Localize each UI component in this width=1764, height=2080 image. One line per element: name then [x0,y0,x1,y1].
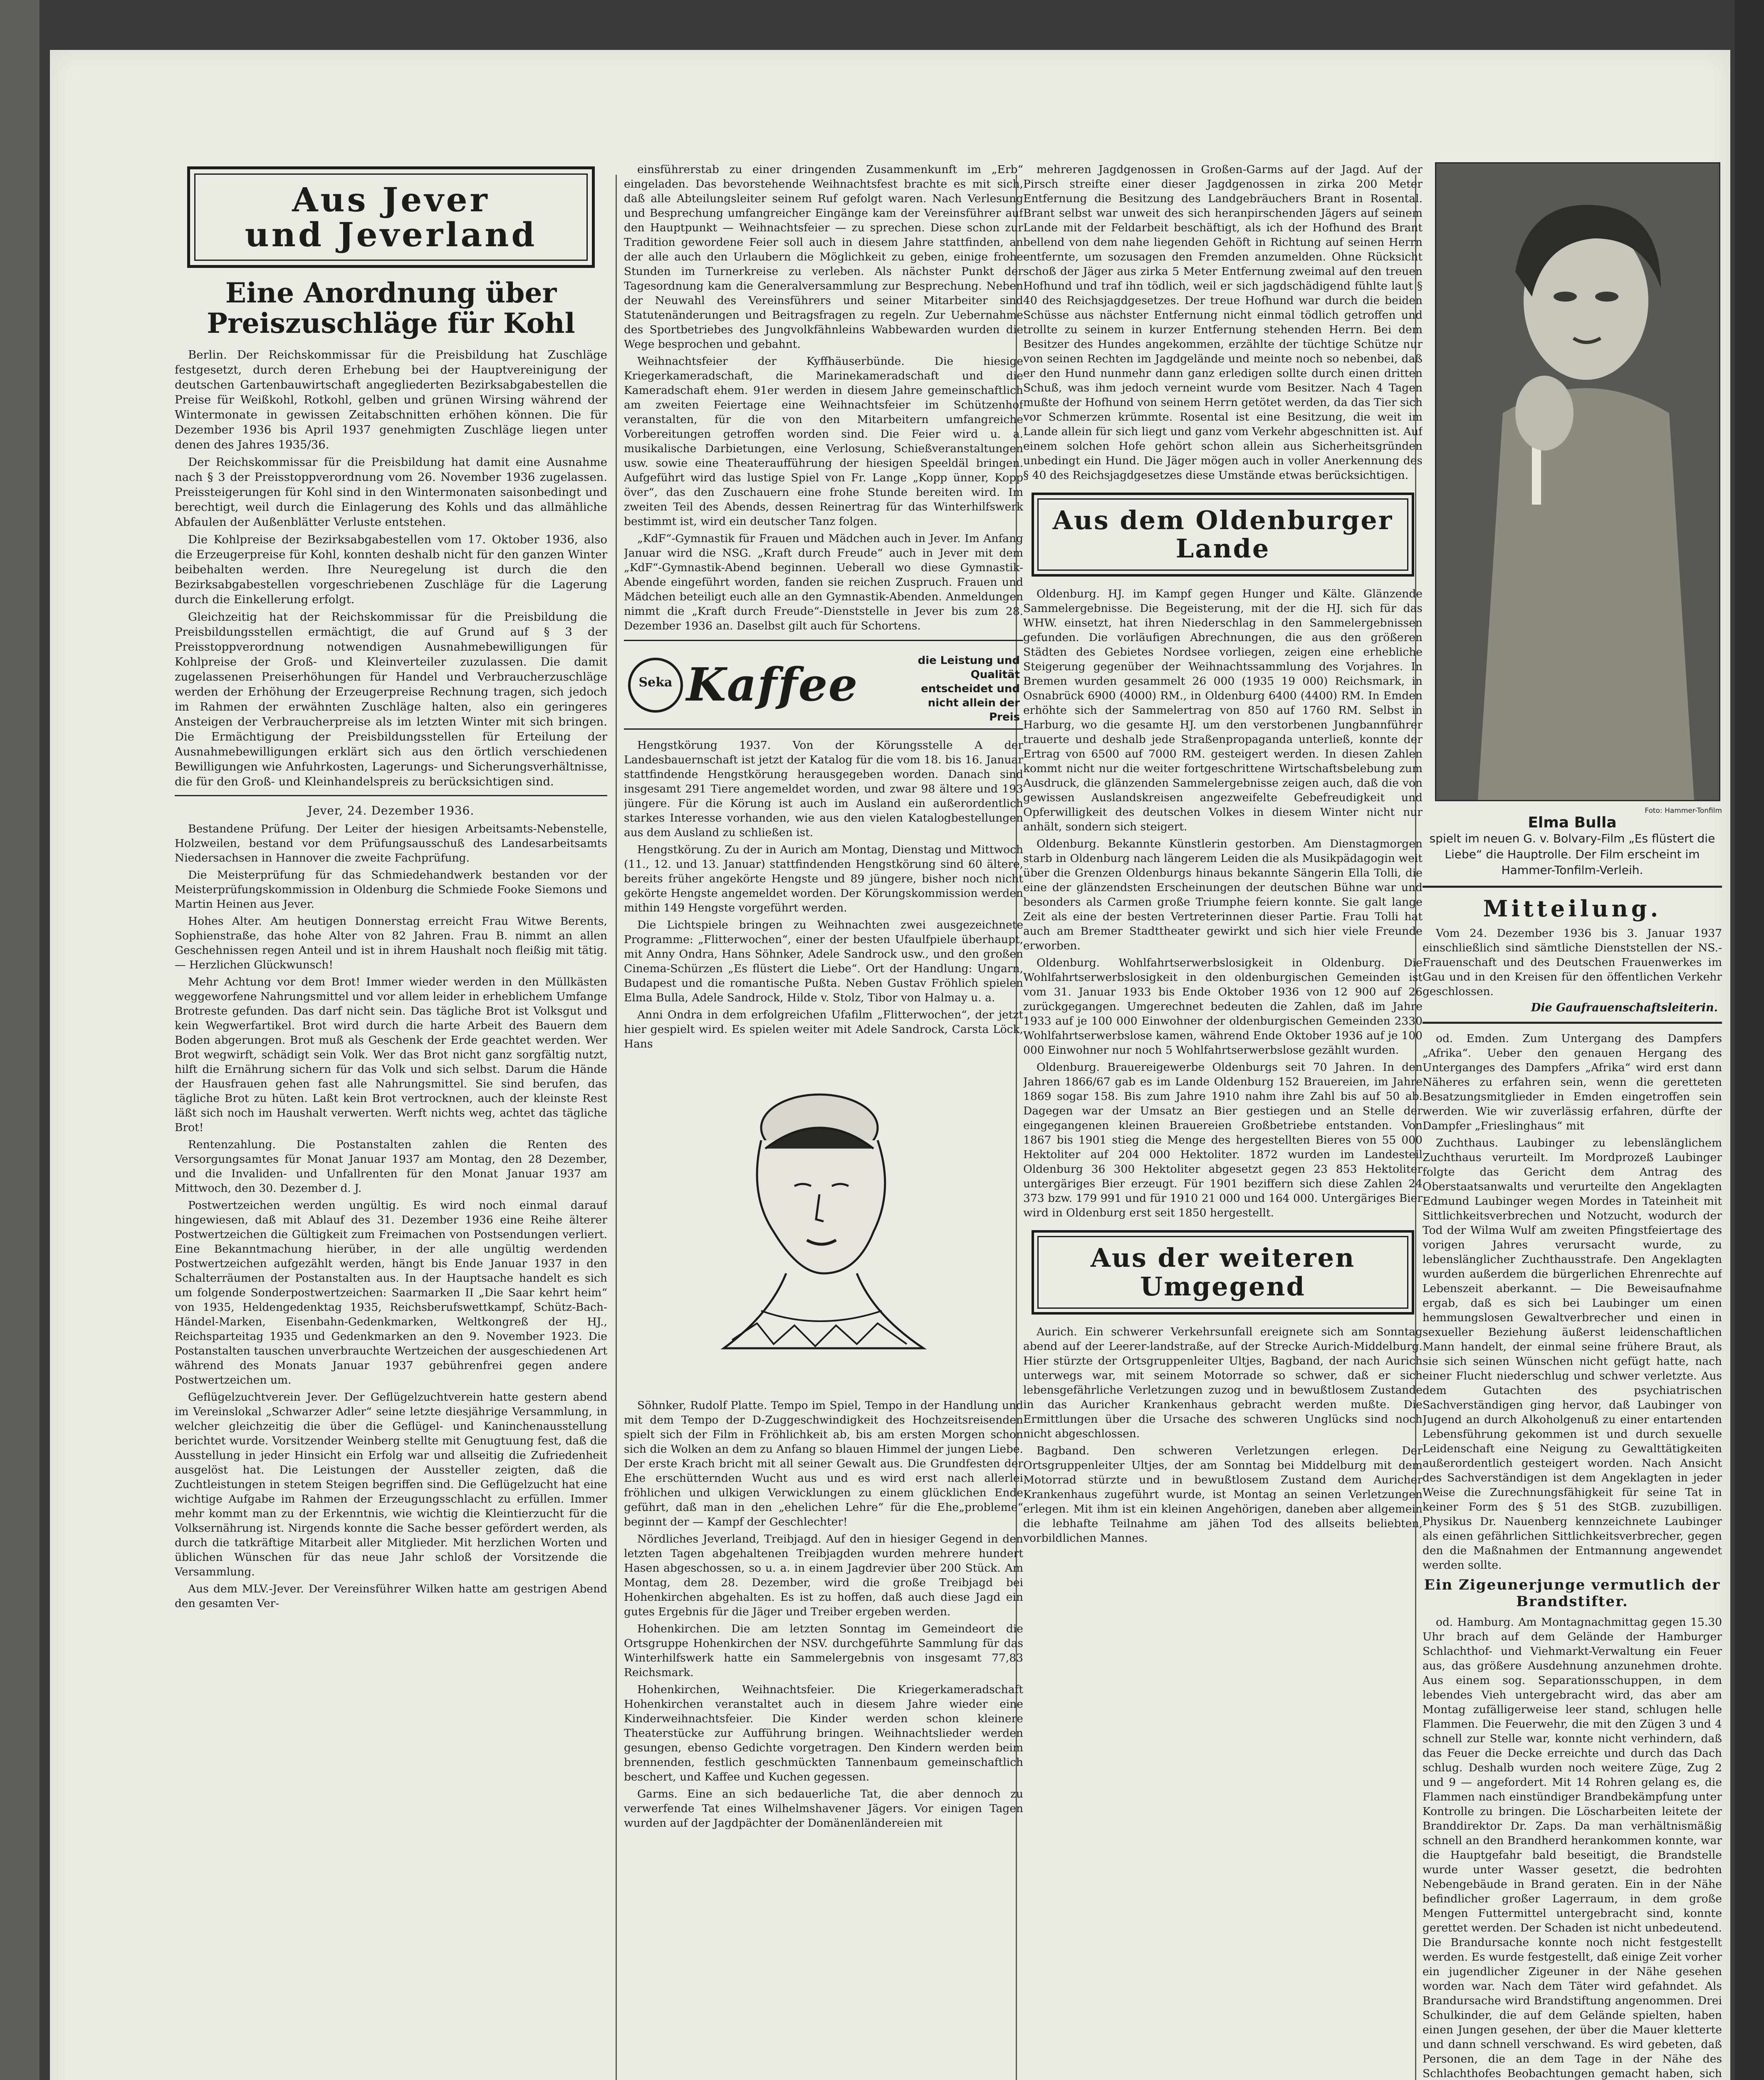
regional-news-item: Oldenburg. HJ. im Kampf gegen Hunger und Kälte. Glänzende Sammelergebnisse. Die Begeisterung, mit der die HJ. sich für das WHW. einsetzt, hat ihren Niederschlag in den Sammelergebnissen gefunden. Die vorläufigen Abrechnungen, die aus den größeren Städten des Gebietes Nordsee vorliegen, zeigen eine erhebliche Steigerung gegenüber der Weihnachtssammlung des Vorjahres. In Bremen wurden gesammelt 26 000 (1935 19 000) Reichsmark, in Osnabrück 6900 (4000) RM., in Oldenburg 6400 (4400) RM. In Emden erhöhte sich der Sammelertrag von 850 auf 1760 RM. Selbst in Harburg, wo die gesamte HJ. um den verstorbenen Jungbannführer trauerte und deshalb jede Straßenpropaganda unterließ, konnte der Ertrag von 6500 auf 7000 RM. gesteigert werden. In diesen Zahlen kommt nicht nur die weiter fortgeschrittene Wirtschaftsbelebung zum Ausdruck, die glänzenden Sammelergebnisse zeigen auch, daß die von gewissen Auslandskreisen angezweifelte Gebefreudigkeit und Opferwilligkeit des deutschen Volkes in diesem Winter nicht nur anhält, sondern sich steigert. [1023,587,1423,834]
notice-signature: Die Gaufrauenschaftsleiterin. [1531,1001,1718,1014]
local-news-item: mehreren Jagdgenossen in Großen-Garms auf der Jagd. Auf der Pirsch streifte einer dieser Jagdgenossen in zirka 200 Meter Entfernung die Besitzung des Landgebräuchers Brant in Rosental. Brant selbst war unweit des sich heranpirschenden Jägers auf seinem Lande mit der Feldarbeit beschäftigt, als ich der Hofhund des Brant bellend von dem nahe liegenden Gehöft in Richtung auf seinen Herrn entfernte, um sozusagen den Fremden anzumelden. Ohne Rücksicht schoß der Jäger aus zirka 5 Meter Entfernung zweimal auf den treuen Hofhund und traf ihn tödlich, weil er sich jagdschädigend fühlte laut § 40 des Reichsjagdgesetzes. Der treue Hofhund war durch die beiden Schüsse aus nächster Entfernung nicht einmal tödlich getroffen und trollte zu seinem in kurzer Entfernung stehenden Herrn. Bei dem Besitzer des Hundes angekommen, erzählte der tüchtige Schütze nur von seinen Rechten im Jagdgelände und meinte noch so nebenbei, daß er den Hund nunmehr dann ganz erledigen sollte durch einen dritten Schuß, was ihm jedoch verneint wurde vom Besitzer. Nach 4 Tagen mußte der Hofhund von seinem Herrn getötet werden, da das Tier sich vor Schmerzen krümmte. Rosental ist eine Besitzung, die weit im Lande allein für sich liegt und ganz vom Verkehr abgeschnitten ist. Auf einem solchen Hofe gehört schon allein aus Sicherheitsgründen unbedingt ein Hund. Die Jäger mögen auch in voller Anerkennung des § 40 des Reichsjagdgesetzes diese Umstände etwas berücksichtigen. [1023,163,1423,482]
divider [175,795,607,796]
notice-text: Vom 24. Dezember 1936 bis 3. Januar 1937 einschließlich sind sämtliche Dienststellen der NS.-Frauenschaft und des Deutschen Frauenwerkes im Gau und in den Kreisen für den öffentlichen Verkehr geschlossen. [1423,927,1722,998]
local-news-item: Geflügelzuchtverein Jever. Der Geflügelzuchtverein hatte gestern abend im Vereinslokal „Schwarzer Adler“ seine letzte diesjährige Versammlung, in welcher gleichzeitig die über die Geflügel- und Kaninchenausstellung berichtet wurde. Vorsitzender Weinberg stellte mit Genugtuung fest, daß die Ausstellung in jeder Hinsicht ein Erfolg war und allseitig die Zufriedenheit ausgelöst hat. Die Leistungen der Aussteller zeigten, daß die Zuchtleistungen in stetem Steigen begriffen sind. Die Geflügelzucht hat eine wichtige Aufgabe im Rahmen der Erzeugungsschlacht zu erfüllen. Immer mehr kommt man zu der Erkenntnis, wie wichtig die Kleintierzucht für die Volksernährung ist. Nirgends konnte die Sache besser gefördert werden, als durch die tatkräftige Mitarbeit aller Mitglieder. Mit herzlichen Worten und üblichen Wünschen für das neue Jahr schloß der Vorsitzende die Versammlung. [175,1391,607,1579]
local-news-item: Hohenkirchen, Weihnachtsfeier. Die Kriegerkameradschaft Hohenkirchen veranstaltet auch in diesem Jahre wieder eine Kinderweihnachtsfeier. Die Kinder werden schon kleinere Theaterstücke zur Aufführung bringen. Weihnachtslieder werden gesungen, ebenso Gedichte vorgetragen. Den Kindern werden beim brennenden, festlich geschmückten Tannenbaum gemeinschaftlich beschert, und Kaffee und Kuchen gegessen. [624,1683,1023,1783]
article-paragraph: Der Reichskommissar für die Preisbildung hat damit eine Ausnahme nach § 3 der Preisstoppverordnung vom 26. November 1936 zugelassen. Preissteigerungen für Kohl sind in den Wintermonaten saisonbedingt und berechtigt, weil durch die Einlagerung des Kohls und das allmähliche Abfaulen der Außenblätter Verluste entstehen. [175,456,607,529]
local-news-item: Hohes Alter. Am heutigen Donnerstag erreicht Frau Witwe Berents, Sophienstraße, das hohe Alter von 82 Jahren. Frau B. nimmt an allen Geschehnissen regen Anteil und ist in ihrem Haushalt noch fleißig mit tätig. — Herzlichen Glückwunsch! [175,915,607,972]
regional-news-item: Aurich. Ein schwerer Verkehrsunfall ereignete sich am Sonntag abend auf der Leerer-landstraße, auf der Strecke Aurich-Middelburg. Hier stürzte der Ortsgruppenleiter Ultjes, Bagband, der nach Aurich unterwegs war, mit seinem Motorrade so schwer, daß er sich lebensgefährliche Verletzungen zuzog und in bewußtlosem Zustande in das Auricher Krankenhaus gebracht werden mußte. Die Ermittlungen über die Ursache des schweren Unglücks sind noch nicht abgeschlossen. [1023,1325,1423,1440]
regional-news-item: Oldenburg. Brauereigewerbe Oldenburgs seit 70 Jahren. In den Jahren 1866/67 gab es im Lande Oldenburg 152 Brauereien, im Jahre 1869 sogar 158. Bis zum Jahre 1910 nahm ihre Zahl bis auf 50 ab. Dagegen war der Umsatz an Bier gestiegen und an Stelle der eingegangenen kleinen Brauereien Großbetriebe entstanden. Von 1867 bis 1901 stieg die Menge des hergestellten Bieres von 55 000 Hektoliter auf 204 000 Hektoliter. 1872 wurden im Landesteil Oldenburg 36 300 Hektoliter abgesetzt gegen 23 853 Hektoliter untergäriges Bier erzeugt. Für 1901 beziffern sich diese Zahlen 24 373 bzw. 179 991 und für 1910 21 000 und 164 000. Untergäriges Bier wird in Oldenburg erst seit 1850 hergestellt. [1023,1061,1423,1220]
column-2 [624,162,1023,2080]
section-title: Aus dem Oldenburger Lande [1037,498,1408,571]
local-news-item: Postwertzeichen werden ungültig. Es wird noch einmal darauf hingewiesen, daß mit Ablauf des 31. Dezember 1936 eine Reihe älterer Postwertzeichen die Gültigkeit zum Freimachen von Postsendungen verliert. Eine Bekanntmachung hierüber, in der alle ungültig werdenden Postwertzeichen aufgezählt werden, hängt bis Ende Januar 1937 in den Schalterräumen der Postanstalten aus. In der Hauptsache handelt es sich um folgende Sonderpostwertzeichen: Saarmarken II „Die Saar kehrt heim“ von 1935, Heldengedenktag 1935, Reichsberufswettkampf, Schütz-Bach-Händel-Marken, Eisenbahn-Gedenkmarken, Weltkongreß der HJ., Reichsparteitag 1935 und Gedenkmarken an den 9. November 1923. Die Postanstalten tauschen unverbrauchte Wertzeichen der ausgeschiedenen Art während des Monats Januar 1937 gebührenfrei gegen andere Postwertzeichen um. [175,1199,607,1387]
news-item: od. Emden. Zum Untergang des Dampfers „Afrika“. Ueber den genauen Hergang des Unterganges des Dampfers „Afrika“ wird erst dann Näheres zu erfahren sein, wenn die geretteten Besatzungsmitglieder in Emden eingetroffen sein werden. Wie wir zuverlässig erfahren, dürfte der Dampfer „Frieslinghaus“ mit [1423,1032,1722,1132]
article-headline: Eine Anordnung über Preiszuschläge für Kohl [207,277,575,339]
local-news-item: Söhnker, Rudolf Platte. Tempo im Spiel, Tempo in der Handlung und mit dem Tempo der D-Zuggeschwindigkeit des Hochzeitsreisenden spielt sich der Film in Fröhlichkeit ab, bis am ersten Morgen schon sich die Wolken an dem zu Anfang so blauen Himmel der jungen Liebe. Der erste Krach bricht mit all seiner Gewalt aus. Die Grundfesten der Ehe erschütternden Wucht aus und es wird erst nach allerlei fröhlichen und ulkigen Verwicklungen zu einem glücklichen Ende geführt, daß man in den „ehelichen Lehre“ für die Ehe„probleme“ beginnt der — Kampf der Geschlechter! [624,1399,1023,1528]
regional-news-item: Bagband. Den schweren Verletzungen erlegen. Der Ortsgruppenleiter Ultjes, der am Sonntag bei Middelburg mit dem Motorrad stürzte und in bewußtlosem Zustand dem Auricher Krankenhaus zugeführt wurde, ist Montag an seinen Verletzungen erlegen. Mit ihm ist ein kleinen Angehörigen, daneben aber allgemein die lebhafte Teilnahme am jähen Tod des allseits beliebten, vorbildlichen Mannes. [1023,1444,1423,1545]
local-news-item: Mehr Achtung vor dem Brot! Immer wieder werden in den Müllkästen weggeworfene Nahrungsmittel und vor allem leider in erheblichem Umfange Brotreste gefunden. Das darf nicht sein. Das tägliche Brot ist Volksgut und kein Wegwerfartikel. Brot wird durch die harte Arbeit des Bauern dem Boden abgerungen. Brot muß als Geschenk der Erde geachtet werden. Wer Brot wegwirft, schädigt sein Volk. Wer das Brot nicht ganz sorgfältig nutzt, hilft die Ernährung sichern für das Volk und sich selbst. Darum die Hände der Hausfrauen gehen fast alle Nahrungsmittel. Sie sind berufen, das tägliche Brot zu hüten. Laßt kein Brot vertrocknen, auch der kleinste Rest läßt sich noch im Haushalt verwerten. Werft nichts weg, achtet das tägliche Brot! [175,976,607,1134]
article-paragraph: Berlin. Der Reichskommissar für die Preisbildung hat Zuschläge festgesetzt, durch deren Erhebung bei der Hauptvereinigung der deutschen Gartenbauwirtschaft angegliederten Bezirksabgabestellen die Preise für Weißkohl, Rotkohl, gelben und grünen Wirsing während der Wintermonate in gewissen Zeitabschnitten erhöhen können. Die für Dezember 1936 bis April 1937 genehmigten Zuschläge liegen unter denen des Jahres 1935/36. [175,348,607,452]
ad-tagline: die Leistung und Qualität entscheidet und nicht allein der Preis [918,654,1020,723]
masthead-box [187,166,595,268]
regional-news-item: Oldenburg. Bekannte Künstlerin gestorben. Am Dienstagmorgen starb in Oldenburg nach längerem Leiden die als Musikpädagogin weit über die Grenzen Oldenburgs hinaus bekannte Sängerin Ella Tolli, die eine der glänzendsten Erscheinungen der deutschen Bühne war und besonders als Carmen große Triumphe feiern konnte. Sie galt lange Zeit als eine der besten Vertreterinnen dieser Partie. Frau Tolli hat auch am Bremer Stadttheater gewirkt und sich hier viele Freunde erworben. [1023,837,1423,953]
coffee-advertisement [624,640,1023,730]
divider [1423,1022,1722,1024]
dateline: Jever, 24. Dezember 1936. [307,804,475,818]
column-1 [175,162,607,2080]
photo-credit: Foto: Hammer-Tonfilm [1645,807,1722,815]
article-paragraph: Gleichzeitig hat der Reichskommissar für die Preisbildung die Preisbildungsstellen ermächtigt, die auf Grund auf § 3 der Preisstoppverordnung notwendigen Ausnahmebewilligungen für Kohlpreise der Groß- und Kleinverteiler zuzulassen. Die damit zugelassenen Preiserhöhungen für Handel und Verbraucherzuschläge werden der Erhöhung der Erzeugerpreise Rechnung tragen, sich jedoch im Rahmen der erwähnten Zuschläge halten, also ein geringeres Ansteigen der Verbraucherpreise als im letzten Winter mit sich bringen. Die Ermächtigung der Preisbildungsstellen für Erteilung der Ausnahmebewilligungen erklärt sich aus den örtlich verschiedenen Bewilligungen wie Anfuhrkosten, Lagerungs- und Sicherungsverhältnisse, die für den Groß- und Kleinhandelspreis zu berücksichtigen sind. [175,610,607,789]
column-rule [616,175,617,2080]
photo-block [1423,162,1722,805]
section-header-box [1032,1230,1414,1314]
local-news-item: Hengstkörung. Zu der in Aurich am Montag, Dienstag und Mittwoch (11., 12. und 13. Januar) stattfindenden Hengstkörung sind 60 ältere, bereits früher angekörte Hengste und 89 jüngere, bisher noch nicht gekörte Hengste angemeldet worden. Der Körungskommission werden mithin 149 Hengste vorgeführt werden. [624,843,1023,914]
scan-margin-right [1735,0,1764,2080]
masthead-title [194,173,588,261]
photo-name: Elma Bulla [1528,814,1617,831]
local-news-item: einsführerstab zu einer dringenden Zusammenkunft im „Erb“ eingeladen. Das bevorstehende Weihnachtsfest brachte es mit sich, daß alle Abteilungsleiter seinem Ruf gefolgt waren. Nach Verlesung und Besprechung umfangreicher Eingänge kam der Vereinsführer auf den Hauptpunkt — Weihnachtsfeier — zu sprechen. Diese schon zur Tradition gewordene Feier soll auch in diesem Jahre stattfinden, an der alle auch den Urlaubern die Möglichkeit zu geben, einige frohe Stunden im Turnerkreise zu verleben. Als nächster Punkt der Tagesordnung kam die Generalversammlung zur Besprechung. Neben der Neuwahl des Vereinsführers und seiner Mitarbeiter sind Statutenänderungen und Beitragsfragen zu regeln. Zur Uebernahme des Sportbetriebes des Jungvolkfähnleins Wabbewarden wurden die Wege besprochen und gebahnt. [624,163,1023,351]
local-news-item: Nördliches Jeverland, Treibjagd. Auf den in hiesiger Gegend in den letzten Tagen abgehaltenen Treibjagden wurden mehrere hundert Hasen abgeschossen, so u. a. in einem Jagdrevier über 200 Stück. Am Montag, dem 28. Dezember, wird die große Treibjagd bei Hohenkirchen abgehalten. Es ist zu hoffen, daß auch diese Jagd ein gutes Ergebnis für die Jäger und Treiber ergeben werden. [624,1533,1023,1618]
actress-illustration [624,1057,1023,1390]
masthead-line-1: Aus Jever [292,180,490,219]
article-paragraph: Die Kohlpreise der Bezirksabgabestellen vom 17. Oktober 1936, also die Erzeugerpreise für Kohl, konnten deshalb nicht für den ganzen Winter beibehalten werden. Ihre Neuregelung ist durch die den Bezirksabgabestellen vorgeschriebenen Zuschläge für die Lagerung durch die Einkellerung erfolgt. [175,533,607,607]
actress-photo [1435,162,1720,801]
woman-portrait-drawing [624,1057,1023,1390]
masthead-line-2: und Jeverland [245,215,537,254]
local-news-item: Rentenzahlung. Die Postanstalten zahlen die Renten des Versorgungsamtes für Monat Januar 1937 am Montag, den 28 Dezember, und die Invaliden- und Unfallrenten für den Monat Januar 1937 am Mittwoch, den 30. Dezember d. J. [175,1138,607,1195]
portrait-photo-image [1436,163,1719,800]
local-news-item: Hengstkörung 1937. Von der Körungsstelle A der Landesbauernschaft ist jetzt der Katalog für die vom 18. bis 16. Januar stattfindende Hengstkörung herausgegeben worden. Danach sind insgesamt 291 Tiere angemeldet worden, und zwar 98 ältere und 193 jüngere. Für die Körung ist auch im Ausland ein außerordentlich starkes Interesse vorhanden, wie aus den vielen Katalogbestellungen aus dem Ausland zu schließen ist. [624,739,1023,839]
newspaper-page [50,50,1730,2080]
local-news-item: Anni Ondra in dem erfolgreichen Ufafilm „Flitterwochen“, der jetzt hier gespielt wird. Es spielen weiter mit Adele Sandrock, Carsta Löck, Hans [624,1008,1023,1050]
local-news-item: Bestandene Prüfung. Der Leiter der hiesigen Arbeitsamts-Nebenstelle, Holzweilen, bestand vor dem Prüfungsausschuß des Landesarbeitsamts Niedersachsen in Hannover die zweite Fachprüfung. [175,822,607,865]
news-subheadline: Ein Zigeunerjunge vermutlich der Brandstifter. [1424,1577,1721,1610]
local-news-item: Die Lichtspiele bringen zu Weihnachten zwei ausgezeichnete Programme: „Flitterwochen“, einer der besten Ufaulfpiele überhaupt, mit Anny Ondra, Hans Söhnker, Adele Sandrock usw., und den großen Cinema-Schürzen „Es flüstert die Liebe“. Ort der Handlung: Ungarn, Budapest und die romantische Pußta. Neben Gustav Fröhlich spielen Elma Bulla, Adele Sandrock, Hilde v. Stolz, Tibor von Halmay u. a. [624,919,1023,1004]
column-4 [1423,162,1722,2080]
local-news-item: Weihnachtsfeier der Kyffhäuserbünde. Die hiesige Kriegerkameradschaft, die Marinekameradschaft und die Kameradschaft ehem. 91er werden in diesem Jahre gemeinschaftlich am zweiten Feiertage eine Weihnachtsfeier im Schützenhof veranstalten, für die von den Mitarbeitern umfangreiche Vorbereitungen getroffen worden sind. Die Feier wird u. a. musikalische Darbietungen, eine Verlosung, Schießveranstaltungen usw. sowie eine Theateraufführung der hiesigen Speeldäl bringen. Aufgeführt wird das lustige Spiel von Fr. Lange „Kopp ünner, Kopp över“, das den Zuschauern eine frohe Stunde bereiten wird. Im zweiten Teil des Abends, dessen Reinertrag für das Winterhilfswerk bestimmt ist, wird ein deutscher Tanz folgen. [624,355,1023,528]
local-news-item: Hohenkirchen. Die am letzten Sonntag im Gemeindeort die Ortsgruppe Hohenkirchen der NSV. durchgeführte Sammlung für das Winterhilfswerk hatte ein Sammelergebnis von insgesamt 77,83 Reichsmark. [624,1622,1023,1679]
local-news-item: Aus dem MLV.-Jever. Der Vereinsführer Wilken hatte am gestrigen Abend den gesamten Ver- [175,1582,607,1610]
scan-margin-left [0,0,40,2080]
section-title: Aus der weiteren Umgegend [1037,1236,1408,1308]
divider [1423,886,1722,888]
notice-title: Mitteilung. [1483,895,1662,922]
column-3 [1023,162,1423,2080]
local-news-item: Garms. Eine an sich bedauerliche Tat, die aber dennoch zu verwerfende Tat eines Wilhelmshavener Jägers. Vor einigen Tagen wurden auf der Jagdpächter der Domänenländereien mit [624,1788,1023,1830]
news-item: od. Hamburg. Am Montagnachmittag gegen 15.30 Uhr brach auf dem Gelände der Hamburger Schlachthof- und Viehmarkt-Verwaltung ein Feuer aus, das größere Ausdehnung anzunehmen drohte. Aus einem sog. Separationsschuppen, in dem lebendes Vieh untergebracht wird, das aber am Montag zufälligerweise leer stand, schlugen helle Flammen. Die Feuerwehr, die mit den Zügen 3 und 4 schnell zur Stelle war, konnte nicht verhindern, daß das Feuer die Decke erreichte und durch das Dach schlug. Deshalb wurden noch weitere Züge, Zug 2 und 9 — angefordert. Mit 14 Rohren gelang es, die Flammen nach einstündiger Brandbekämpfung unter Kontrolle zu bringen. Die Löscharbeiten leitete der Branddirektor Dr. Zaps. Da man verhältnismäßig schnell an den Brandherd herankommen konnte, war die Hauptgefahr bald beseitigt, die Brandstelle wurde unter Wasser gesetzt, die bedrohten Nebengebäude in Brand geraten. Ein in der Nähe befindlicher großer Lagerraum, in dem große Mengen Futtermittel untergebracht sind, konnte gerettet werden. Der Schaden ist nicht unbedeutend. Die Brandursache konnte noch nicht festgestellt werden. Es wurde festgestellt, daß einige Zeit vorher ein jugendlicher Zigeuner in der Nähe gesehen worden war. Nach dem Täter wird gefahndet. Als Brandursache wird Brandstiftung angenommen. Drei Schulkinder, die auf dem Gelände spielten, haben einen Jungen gesehen, der über die Mauer kletterte und dann schnell verschwand. Es wird gebeten, daß Personen, die an dem Tage in der Nähe des Schlachthofes Beobachtungen gemacht haben, sich [1423,1616,1722,2080]
section-header-box [1032,493,1414,577]
photo-caption: spielt im neuen G. v. Bolvary-Film „Es flüstert die Liebe“ die Hauptrolle. Der Film erscheint im Hammer-Tonfilm-Verleih. [1429,832,1715,877]
brand-logo: Seka [628,658,683,713]
regional-news-item: Oldenburg. Wohlfahrtserwerbslosigkeit in Oldenburg. Die Wohlfahrtserwerbslosigkeit in den oldenburgischen Gemeinden ist vom 31. Januar 1933 bis Ende Oktober 1936 von 12 900 auf 26 zurückgegangen. Umgerechnet bedeuten die Zahlen, daß im Jahre 1933 auf je 100 000 Einwohner der oldenburgischen Gemeinden 2330 Wohlfahrtserwerbslose kamen, während Ende Oktober 1936 auf je 100 000 Einwohner nur noch 5 Wohlfahrtserwerbslose gezählt wurden. [1023,956,1423,1057]
news-item: Zuchthaus. Laubinger zu lebenslänglichem Zuchthaus verurteilt. Im Mordprozeß Laubinger folgte das Gericht dem Antrag des Oberstaatsanwalts und verurteilte den Angeklagten Edmund Laubinger wegen Mordes in Tateinheit mit Sittlichkeitsverbrechen und Notzucht, wodurch der Tod der Wilma Wulf am zweiten Pfingstfeiertage des vorigen Jahres verursacht wurde, zu lebenslänglicher Zuchthausstrafe. Den Angeklagten wurden außerdem die bürgerlichen Ehrenrechte auf Lebenszeit aberkannt. — Die Beweisaufnahme ergab, daß es sich bei Laubinger um einen hemmungslosen Gewaltverbrecher und einen in sexueller Beziehung äußerst leidenschaftlichen Mann handelt, der einmal seine frühere Braut, als sie sich seinen Wünschen nicht gefügt hatte, nach einer Flucht niederschlug und schwer verletzte. Aus dem Gutachten des psychiatrischen Sachverständigen ging hervor, daß Laubinger von Jugend an durch Alkoholgenuß zu einer entartenden Lebensführung gekommen ist und durch sexuelle Leidenschaft eine Neigung zu Gewalttätigkeiten außerordentlich gesteigert worden. Nach Ansicht des Sachverständigen ist dem Angeklagten in jeder Weise die Zurechnungsfähigkeit für seine Tat in keiner Form des § 51 des StGB. zuzubilligen. Physikus Dr. Nauenberg kennzeichnete Laubinger als einen gefährlichen Sittlichkeitsverbrecher, gegen den die Maßnahmen der Entmannung angewendet werden sollte. [1423,1137,1722,1572]
local-news-item: „KdF“-Gymnastik für Frauen und Mädchen auch in Jever. Im Anfang Januar wird die NSG. „Kraft durch Freude“ auch in Jever mit dem „KdF“-Gymnastik-Abend beginnen. Ueberall wo diese Gymnastik-Abende eingeführt worden, fanden sie reichen Zuspruch. Frauen und Mädchen beteiligt euch alle an den Gymnastik-Abenden. Anmeldungen nimmt die „Kraft durch Freude“-Dienststelle in Jever bis zum 28. Dezember 1936 an. Daselbst gilt auch für Schortens. [624,532,1023,632]
ad-brand-name: Kaffee [686,658,858,711]
local-news-item: Die Meisterprüfung für das Schmiedehandwerk bestanden vor der Meisterprüfungskommission in Oldenburg die Schmiede Fooke Siemons und Martin Heinen aus Jever. [175,869,607,911]
